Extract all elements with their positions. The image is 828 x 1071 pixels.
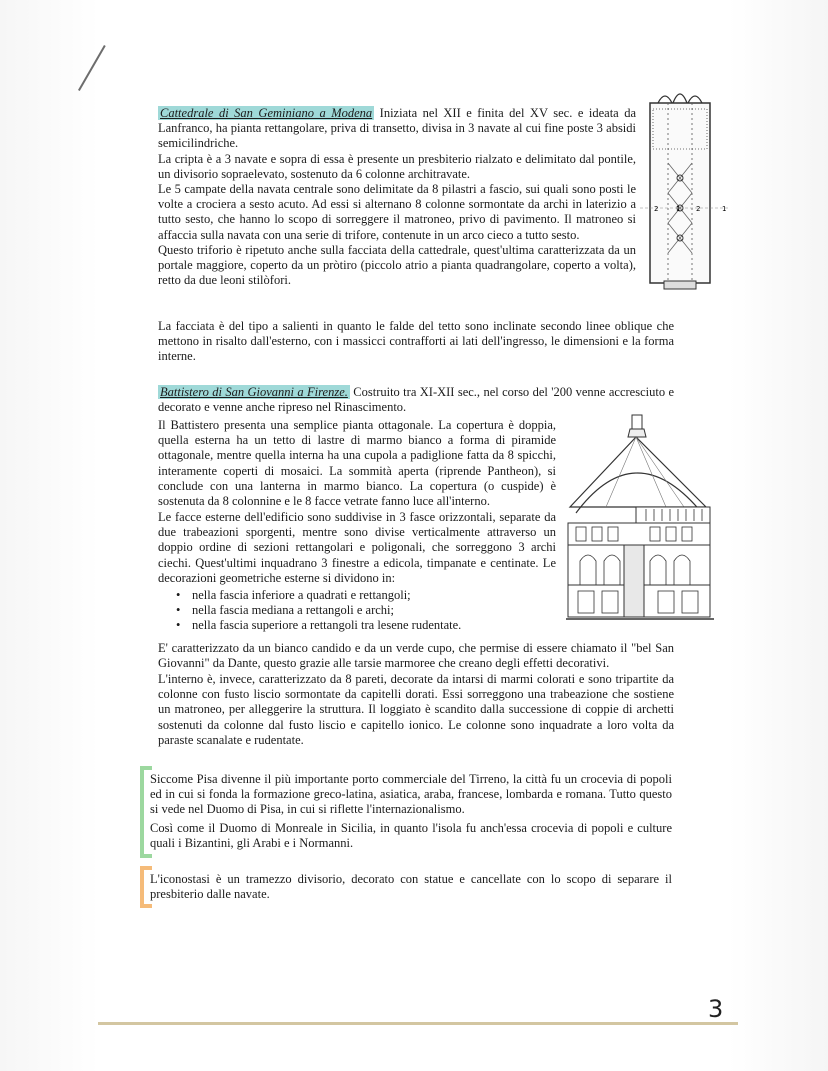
plan-label-left: 2 — [654, 205, 659, 213]
battistero-title: Battistero di San Giovanni a Firenze. — [160, 385, 348, 399]
modena-title: Cattedrale di San Geminiano a Modena — [160, 106, 373, 120]
battistero-intro-text: Costruito tra XI-XII sec., nel corso del '200 venne accresciuto e decorato e venne anche ripreso nel Rinascimento. — [158, 385, 675, 415]
modena-line-1: Iniziata nel XII e finita del XV sec. e ideata da Lanfranco, ha pianta rettangolare, priva di transetto, divisa in 3 navate al cui fine poste 3 absidi semicilindriche. — [158, 106, 637, 151]
battistero-intro — [158, 385, 674, 415]
iconostasi-paragraph: L'iconostasi è un tramezzo divisorio, decorato con statue e cancellate con lo scopo di separare il presbiterio dalle navate. — [150, 872, 672, 902]
list-item: • nella fascia superiore a rettangoli tra lesene rudentate. — [176, 618, 596, 633]
list-item: • nella fascia inferiore a quadrati e rettangoli; — [176, 588, 596, 603]
battistero-section-drawing — [566, 413, 714, 625]
plan-label-center-a: 1 — [676, 205, 681, 213]
modena-paragraph-4: Questo triforio è ripetuto anche sulla facciata della cattedrale, quest'ultima caratterizzata da un portale maggiore, coperto da un pròtiro (piccolo atrio a pianta quadrangolare, coperto a volta), retto da due leoni stilòfori. — [158, 242, 636, 288]
plan-label-right: 1 — [722, 205, 727, 213]
page-bottom-edge — [98, 1022, 738, 1025]
battistero-paragraph-4: L'interno è, invece, caratterizzato da 8 pareti, decorate da intarsi di marmi colorati e sono tripartite da colonne con fusto liscio sormontate da capitelli dorati. Essi sorreggono una trabeazione che sostiene un matroneo, per alleggerire la struttura. Il loggiato è scandito dalla successione di coppie di archetti sostenuti da colonne dal fusto liscio e capitello ionico. Le colonne sono inquadrate a loro volta da paraste scanalate e rudentate. — [158, 672, 674, 747]
battistero-paragraph-3: E' caratterizzato da un bianco candido e da un verde cupo, che permise di essere chiamato il "bel San Giovanni" da Dante, questo grazie alle tarsie marmoree che creano degli effetti decorativi. — [158, 641, 674, 671]
battistero-paragraph-1: Il Battistero presenta una semplice pianta ottagonale. La copertura è doppia, quella esterna ha un tetto di lastre di marmo bianco a forma di piramide ottagonale, mentre quella interna ha una cupola a padiglione fatta da 8 spicchi, interamente coperti di mosaici. La sommità aperta (riprende Pantheon), si conclude con una lanterna in marmo bianco. La copertura (o cuspide) è sostenuta da 8 colonnine e le 8 facce vetrate fanno luce all'interno. — [158, 418, 556, 509]
modena-paragraph-2: La cripta è a 3 navate e sopra di essa è presente un presbiterio rialzato e delimitato dal pontile, un divisorio sopraelevato, sostenuto da 6 colonne architravate. — [158, 151, 636, 181]
modena-paragraph-1 — [158, 106, 636, 152]
monreale-paragraph: Così come il Duomo di Monreale in Sicilia, in quanto l'isola fu anch'essa crocevia di popoli e culture quali i Bizantini, gli Arabi e i Normanni. — [150, 821, 672, 851]
battistero-paragraph-2: Le facce esterne dell'edificio sono suddivise in 3 fasce orizzontali, separate da due trabeazioni sporgenti, mentre sono divise verticalmente attraverso un doppio ordine di sezioni rettangolari e poligonali, che sorreggono 3 archi ciechi. Quest'ultimi inquadrano 3 finestre a edicola, timpanate e centinate. Le decorazioni geometriche esterne si dividono in: — [158, 510, 556, 585]
plan-label-center-b: 2 — [696, 205, 701, 213]
list-item: • nella fascia mediana a rettangoli e archi; — [176, 603, 596, 618]
section-modena — [158, 106, 636, 288]
modena-paragraph-3: Le 5 campate della navata centrale sono delimitate da 8 pilastri a fascio, sui quali sono posti le volte a crociera a sesto acuto. Ad essi si alternano 8 colonne sormontate da archi in laterizio a tutto sesto, che hanno lo scopo di sorreggere il matroneo, privo di pavimento. Il matroneo si affaccia sulla navata con una serie di trifore, contenute in un arco cieco a tutto sesto. — [158, 182, 636, 242]
page-number: 3 — [708, 995, 724, 1023]
modena-floor-plan — [640, 83, 730, 298]
decoration-list — [158, 588, 596, 634]
pisa-paragraph: Siccome Pisa divenne il più importante porto commerciale del Tirreno, la città fu un crocevia di popoli ed in cui si fonda la formazione greco-latina, asiatica, araba, francese, lombarda e romana. Tutto questo si vede nel Duomo di Pisa, in cui si riflette l'internazionalismo. — [150, 772, 672, 817]
modena-paragraph-5: La facciata è del tipo a salienti in quanto le falde del tetto sono inclinate secondo linee oblique che mettono in risalto dall'esterno, con i massicci contrafforti ai lati dell'ingresso, le dimensioni e la forma interne. — [158, 319, 674, 364]
